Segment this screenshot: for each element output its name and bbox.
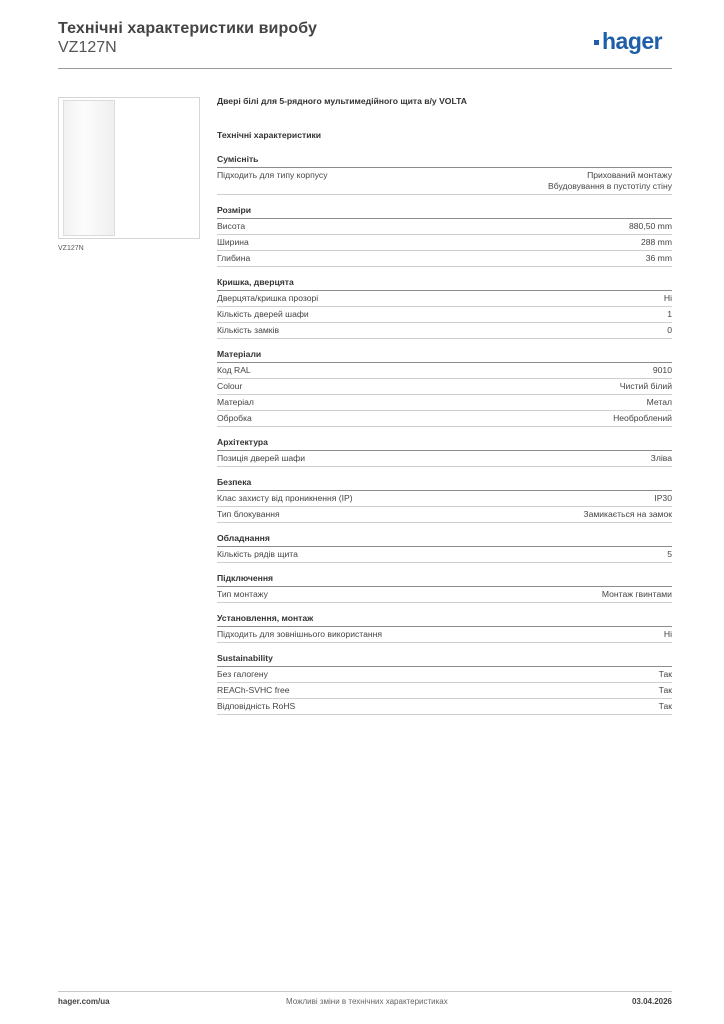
section-title: Sustainability bbox=[217, 653, 672, 667]
spec-value: Чистий білий bbox=[619, 381, 672, 391]
spec-value: Прихований монтажу Вбудовування в пустотілу стіну bbox=[548, 170, 672, 191]
spec-sections bbox=[217, 154, 672, 715]
spec-section bbox=[217, 477, 672, 523]
spec-row bbox=[217, 291, 672, 307]
spec-value: 5 bbox=[667, 549, 672, 559]
product-image bbox=[58, 97, 200, 239]
hager-logo bbox=[594, 28, 662, 55]
spec-value: IP30 bbox=[654, 493, 672, 503]
spec-row bbox=[217, 363, 672, 379]
spec-section bbox=[217, 205, 672, 267]
spec-row bbox=[217, 379, 672, 395]
spec-value: Монтаж гвинтами bbox=[601, 589, 672, 599]
logo-dot-icon bbox=[594, 40, 599, 45]
spec-value: 288 mm bbox=[640, 237, 672, 247]
spec-label: Colour bbox=[217, 381, 243, 391]
spec-value: 1 bbox=[667, 309, 672, 319]
spec-label: Підходить для типу корпусу bbox=[217, 170, 328, 180]
section-title: Кришка, дверцята bbox=[217, 277, 672, 291]
spec-row bbox=[217, 411, 672, 427]
footer-date: 03.04.2026 bbox=[631, 997, 672, 1006]
product-code: VZ127N bbox=[58, 39, 117, 56]
footer-disclaimer: Можливі зміни в технічних характеристиках bbox=[286, 997, 448, 1006]
spec-row bbox=[217, 683, 672, 699]
spec-section bbox=[217, 613, 672, 643]
spec-value: Ні bbox=[663, 629, 672, 639]
spec-value: Ні bbox=[663, 293, 672, 303]
spec-value: 0 bbox=[667, 325, 672, 335]
section-title: Підключення bbox=[217, 573, 672, 587]
spec-value: Необроблений bbox=[613, 413, 672, 423]
spec-section bbox=[217, 154, 672, 195]
section-title: Архітектура bbox=[217, 437, 672, 451]
spec-label: Глибина bbox=[217, 253, 251, 263]
section-title: Безпека bbox=[217, 477, 672, 491]
spec-row bbox=[217, 699, 672, 715]
spec-label: Відповідність RoHS bbox=[217, 701, 296, 711]
spec-label: Матеріал bbox=[217, 397, 254, 407]
spec-section bbox=[217, 653, 672, 715]
footer-website-link[interactable]: hager.com/ua bbox=[58, 997, 110, 1006]
spec-sheet bbox=[217, 96, 672, 715]
page-title: Технічні характеристики виробу bbox=[58, 20, 317, 37]
spec-label: Ширина bbox=[217, 237, 249, 247]
spec-section bbox=[217, 277, 672, 339]
spec-row bbox=[217, 219, 672, 235]
spec-label: Кількість замків bbox=[217, 325, 280, 335]
spec-label: Висота bbox=[217, 221, 246, 231]
section-title: Розміри bbox=[217, 205, 672, 219]
spec-row bbox=[217, 168, 672, 195]
spec-row bbox=[217, 451, 672, 467]
spec-section bbox=[217, 437, 672, 467]
spec-value: Так bbox=[658, 701, 672, 711]
spec-section bbox=[217, 533, 672, 563]
spec-row bbox=[217, 667, 672, 683]
footer-divider bbox=[58, 991, 672, 992]
tech-heading: Технічні характеристики bbox=[217, 130, 322, 140]
header-divider bbox=[58, 68, 672, 69]
spec-value: Зліва bbox=[650, 453, 672, 463]
spec-label: Код RAL bbox=[217, 365, 251, 375]
spec-row bbox=[217, 627, 672, 643]
spec-row bbox=[217, 251, 672, 267]
section-title: Обладнання bbox=[217, 533, 672, 547]
spec-value: Замикається на замок bbox=[583, 509, 672, 519]
spec-row bbox=[217, 395, 672, 411]
spec-label: Без галогену bbox=[217, 669, 268, 679]
spec-row bbox=[217, 491, 672, 507]
spec-label: Тип блокування bbox=[217, 509, 280, 519]
product-name: Двері білі для 5-рядного мультимедійного щита в/у VOLTA bbox=[217, 96, 467, 106]
section-title: Сумісніть bbox=[217, 154, 672, 168]
spec-value: 880,50 mm bbox=[629, 221, 672, 231]
logo-text: hager bbox=[602, 28, 663, 54]
spec-value: 36 mm bbox=[645, 253, 672, 263]
spec-label: Обробка bbox=[217, 413, 252, 423]
section-title: Матеріали bbox=[217, 349, 672, 363]
spec-row bbox=[217, 547, 672, 563]
spec-value: 9010 bbox=[652, 365, 672, 375]
spec-row bbox=[217, 235, 672, 251]
spec-value: Так bbox=[658, 685, 672, 695]
spec-row bbox=[217, 307, 672, 323]
section-title: Установлення, монтаж bbox=[217, 613, 672, 627]
spec-row bbox=[217, 587, 672, 603]
spec-label: Підходить для зовнішнього використання bbox=[217, 629, 383, 639]
spec-row bbox=[217, 323, 672, 339]
spec-row bbox=[217, 507, 672, 523]
spec-label: Клас захисту від проникнення (IP) bbox=[217, 493, 353, 503]
spec-section bbox=[217, 573, 672, 603]
spec-value: Так bbox=[658, 669, 672, 679]
door-panel-image bbox=[63, 100, 115, 236]
document-header bbox=[58, 20, 317, 57]
spec-section bbox=[217, 349, 672, 427]
spec-label: REACh-SVHC free bbox=[217, 685, 290, 695]
spec-label: Кількість дверей шафи bbox=[217, 309, 309, 319]
spec-label: Кількість рядів щита bbox=[217, 549, 298, 559]
spec-label: Дверцята/кришка прозорі bbox=[217, 293, 319, 303]
spec-value: Метал bbox=[646, 397, 672, 407]
spec-label: Тип монтажу bbox=[217, 589, 268, 599]
product-image-caption: VZ127N bbox=[58, 245, 84, 252]
spec-label: Позиція дверей шафи bbox=[217, 453, 306, 463]
